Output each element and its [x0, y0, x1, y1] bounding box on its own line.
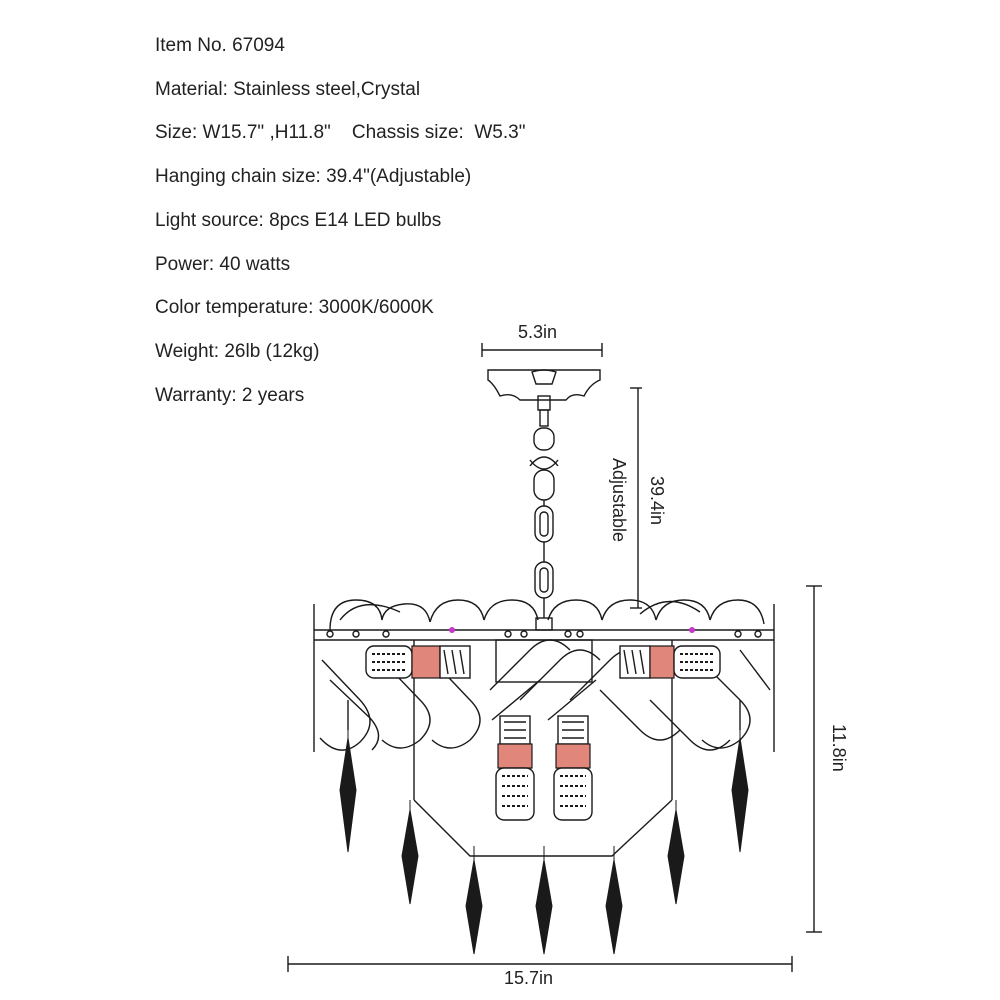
warranty-spec: Warranty: 2 years [155, 385, 305, 406]
accent-dot-right [689, 627, 695, 633]
led-bulbs [366, 646, 720, 820]
accent-dot-left [449, 627, 455, 633]
chain-spec: Hanging chain size: 39.4"(Adjustable) [155, 166, 472, 187]
crystal-drop [466, 846, 482, 954]
bulb-left [366, 646, 470, 678]
item-number: Item No. 67094 [155, 35, 285, 56]
crystal-drop [402, 800, 418, 904]
bulb-center-right [554, 716, 592, 820]
power-spec: Power: 40 watts [155, 254, 291, 275]
chassis-width-label: 5.3in [518, 322, 558, 342]
chassis-width-dimension [482, 343, 602, 357]
bulb-right [620, 646, 720, 678]
material-spec: Material: Stainless steel,Crystal [155, 79, 421, 100]
bulb-center-left [496, 716, 534, 820]
crystal-drops [340, 730, 748, 954]
weight-spec: Weight: 26lb (12kg) [155, 341, 320, 362]
crystal-drop [606, 846, 622, 954]
chain-length-label: 39.4in [647, 476, 667, 526]
size-spec: Size: W15.7" ,H11.8" Chassis size: W5.3" [155, 122, 526, 143]
crystal-drop [668, 800, 684, 904]
width-label: 15.7in [504, 968, 554, 988]
color-temperature-spec: Color temperature: 3000K/6000K [155, 297, 434, 318]
height-label: 11.8in [829, 724, 849, 772]
adjustable-label: Adjustable [609, 458, 629, 543]
light-source-spec: Light source: 8pcs E14 LED bulbs [155, 210, 442, 231]
chandelier-frame [314, 604, 774, 856]
crystal-drop [340, 730, 356, 852]
chain-length-dimension [630, 388, 642, 608]
ceiling-canopy [488, 370, 600, 426]
crystal-loop-row-top [330, 600, 764, 630]
hanging-chain [530, 428, 558, 630]
crystal-drop [732, 730, 748, 852]
crystal-drop [536, 846, 552, 954]
height-dimension [806, 586, 822, 932]
